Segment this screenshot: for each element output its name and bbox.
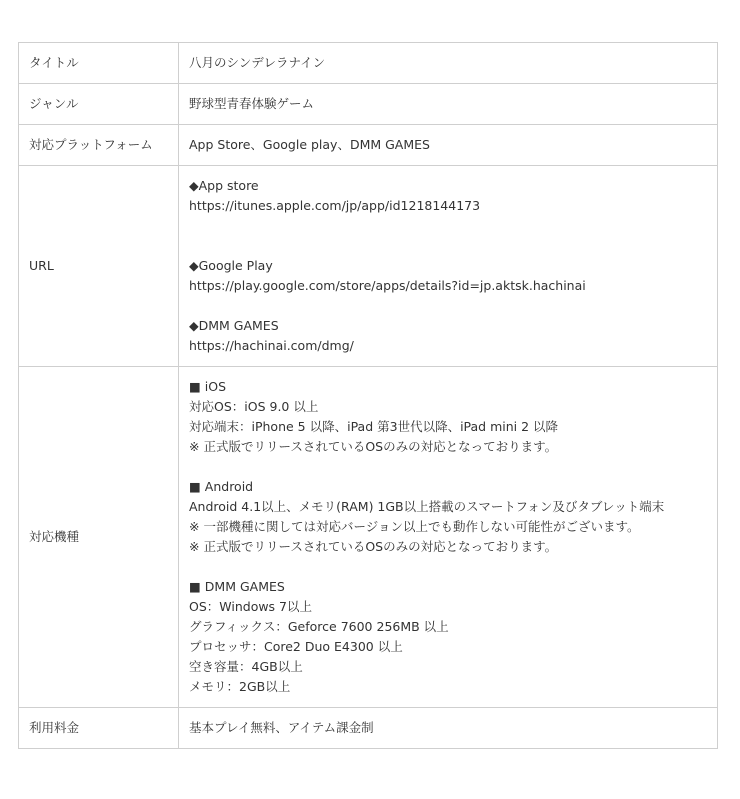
row-label-title: タイトル <box>19 43 179 84</box>
dmm-heading: ◆DMM GAMES <box>189 318 279 333</box>
game-info-table <box>18 42 718 749</box>
android-heading: ■ Android <box>189 479 254 494</box>
android-requirement: Android 4.1以上、メモリ(RAM) 1GB以上搭載のスマートフォン及びタブレット端末 <box>189 499 665 514</box>
dmm-storage-requirement: 空き容量：4GB以上 <box>189 659 303 674</box>
spacer <box>189 457 707 477</box>
row-label-price: 利用料金 <box>19 708 179 749</box>
google-play-link[interactable]: https://play.google.com/store/apps/details?id=jp.aktsk.hachinai <box>189 278 586 293</box>
spacer <box>189 216 707 256</box>
ios-os-requirement: 対応OS：iOS 9.0 以上 <box>189 399 319 414</box>
row-value-url <box>179 166 718 367</box>
ios-note: ※ 正式版でリリースされているOSのみの対応となっております。 <box>189 439 558 454</box>
row-value-price: 基本プレイ無料、アイテム課金制 <box>179 708 718 749</box>
app-store-link[interactable]: https://itunes.apple.com/jp/app/id1218144173 <box>189 198 481 213</box>
dmm-processor-requirement: プロセッサ：Core2 Duo E4300 以上 <box>189 639 403 654</box>
google-play-heading: ◆Google Play <box>189 258 273 273</box>
android-note-1: ※ 一部機種に関しては対応バージョン以上でも動作しない可能性がございます。 <box>189 519 640 534</box>
spacer <box>189 296 707 316</box>
dmm-link[interactable]: https://hachinai.com/dmg/ <box>189 338 354 353</box>
table-row-price <box>19 708 718 749</box>
row-label-platform: 対応プラットフォーム <box>19 125 179 166</box>
row-label-url: URL <box>19 166 179 367</box>
row-value-platform: App Store、Google play、DMM GAMES <box>179 125 718 166</box>
spacer <box>189 557 707 577</box>
table-row-devices <box>19 367 718 708</box>
table-row-title <box>19 43 718 84</box>
app-store-heading: ◆App store <box>189 178 259 193</box>
dmm-graphics-requirement: グラフィックス：Geforce 7600 256MB 以上 <box>189 619 449 634</box>
dmm-games-heading: ■ DMM GAMES <box>189 579 285 594</box>
table-row-platform <box>19 125 718 166</box>
row-label-genre: ジャンル <box>19 84 179 125</box>
row-label-devices: 対応機種 <box>19 367 179 708</box>
table-row-genre <box>19 84 718 125</box>
row-value-devices <box>179 367 718 708</box>
ios-device-requirement: 対応端末：iPhone 5 以降、iPad 第3世代以降、iPad mini 2 以降 <box>189 419 559 434</box>
row-value-title: 八月のシンデレラナイン <box>179 43 718 84</box>
row-value-genre: 野球型青春体験ゲーム <box>179 84 718 125</box>
ios-heading: ■ iOS <box>189 379 227 394</box>
android-note-2: ※ 正式版でリリースされているOSのみの対応となっております。 <box>189 539 558 554</box>
dmm-memory-requirement: メモリ：2GB以上 <box>189 679 291 694</box>
table-row-url <box>19 166 718 367</box>
dmm-os-requirement: OS：Windows 7以上 <box>189 599 312 614</box>
